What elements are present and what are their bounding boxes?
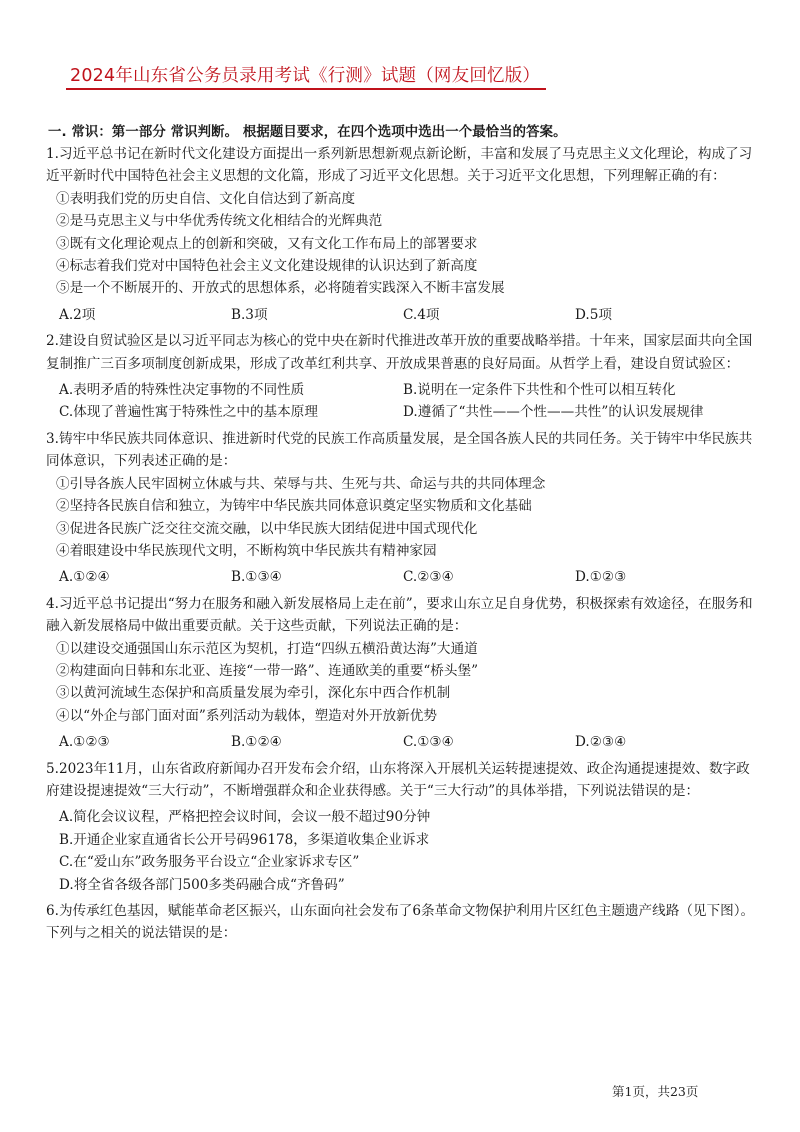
option-d: D.遵循了“共性——个性——共性”的认识发展规律 [403,404,704,421]
option-a: A.表明矛盾的特殊性决定事物的不同性质 [59,382,305,399]
question-stem: 5.2023年11月，山东省政府新闻办召开发布会介绍，山东将深入开展机关运转提速提效、政企沟通提速提效、数字政府建设提速提效“三大行动”，不断增强群众和企业获得感。关于“三大行动”的具体举措，下列说法错误的是： [46,760,750,799]
statement: ②构建面向日韩和东北亚、连接“一带一路”、连通欧美的重要“桥头堡” [56,662,479,679]
question-stem: 2.建设自贸试验区是以习近平同志为核心的党中央在新时代推进改革开放的重要战略举措。十年来，国家层面共向全国复制推广三百多项制度创新成果，形成了改革红利共享、开放成果普惠的良好局面。从哲学上看，建设自贸试验区： [46,333,753,372]
option-d: D.将全省各级各部门500多类码融合成“齐鲁码” [59,876,345,893]
statement: ⑤是一个不断展开的、开放式的思想体系，必将随着实践深入不断丰富发展 [56,280,505,297]
question-stem: 4.习近平总书记提出“努力在服务和融入新发展格局上走在前”，要求山东立足自身优势，积极探索有效途径，在服务和融入新发展格局中做出重要贡献。关于这些贡献，下列说法正确的是： [46,595,753,635]
answer-options [46,566,756,588]
statement: ③促进各民族广泛交往交流交融，以中华民族大团结促进中国式现代化 [56,520,478,537]
option-b: B.①②④ [231,734,282,751]
title-underline [66,88,546,90]
option-c: C.①③④ [403,734,454,751]
question-5 [46,758,756,896]
option-c: C.②③④ [403,569,454,586]
section-heading: 一. 常识：第一部分 常识判断。 根据题目要求，在四个选项中选出一个最恰当的答案。 [48,125,567,140]
option-b: B.说明在一定条件下共性和个性可以相互转化 [403,382,676,399]
option-c: C.体现了普遍性寓于特殊性之中的基本原理 [59,404,318,421]
option-b: B.开通企业家直通省长公开号码96178，多渠道收集企业诉求 [59,831,430,848]
option-b: B.①③④ [231,569,282,586]
option-d: D.①②③ [575,569,627,586]
option-a: A.2项 [59,306,96,323]
answer-options [46,304,756,326]
statement: ③以黄河流域生态保护和高质量发展为牵引，深化东中西合作机制 [56,685,451,702]
question-stem: 1.习近平总书记在新时代文化建设方面提出一系列新思想新观点新论断，丰富和发展了马克思主义文化理论，构成了习近平新时代中国特色社会主义思想的文化篇，形成了习近平文化思想。关于习近平文化思想，下列理解正确的有： [46,146,753,185]
statement: ①引导各族人民牢固树立休戚与共、荣辱与共、生死与共、命运与共的共同体理念 [56,475,546,492]
statement: ④以“外企与部门面对面”系列活动为载体，塑造对外开放新优势 [56,707,437,724]
option-a: A.简化会议议程，严格把控会议时间，会议一般不超过90分钟 [59,809,431,826]
question-stem: 3.铸牢中华民族共同体意识、推进新时代党的民族工作高质量发展，是全国各族人民的共同任务。关于铸牢中华民族共同体意识，下列表述正确的是： [46,430,753,470]
statement: ④标志着我们党对中国特色社会主义文化建设规律的认识达到了新高度 [56,258,478,275]
statement: ①表明我们党的历史自信、文化自信达到了新高度 [56,190,356,207]
statement: ①以建设交通强国山东示范区为契机，打造“四纵五横沿黄达海”大通道 [56,640,478,657]
option-c: C.4项 [403,306,440,323]
statement: ④着眼建设中华民族现代文明，不断构筑中华民族共有精神家园 [56,542,437,559]
statement: ②是马克思主义与中华优秀传统文化相结合的光辉典范 [56,213,383,230]
question-4 [46,593,756,754]
question-3 [46,428,756,589]
statement: ②坚持各民族自信和独立，为铸牢中华民族共同体意识奠定坚实物质和文化基础 [56,498,532,515]
option-d: D.5项 [575,306,612,323]
question-list [46,143,756,945]
document-title: 2024年山东省公务员录用考试《行测》试题（网友回忆版） [70,66,541,86]
option-a: A.①②④ [59,569,110,586]
question-stem: 6.为传承红色基因，赋能革命老区振兴，山东面向社会发布了6条革命文物保护利用片区红色主题遗产线路（见下图）。下列与之相关的说法错误的是： [46,903,755,942]
option-c: C.在“爱山东”政务服务平台设立“企业家诉求专区” [59,854,360,871]
answer-options [46,731,756,753]
option-a: A.①②③ [59,734,110,751]
option-d: D.②③④ [575,734,627,751]
option-b: B.3项 [231,306,268,323]
answer-options [46,806,756,896]
statement: ③既有文化理论观点上的创新和突破，又有文化工作布局上的部署要求 [56,235,478,252]
page-number: 第1页，共23页 [612,1084,699,1099]
question-6 [46,900,756,945]
question-1 [46,143,756,326]
question-2 [46,330,756,424]
answer-options [46,379,756,424]
